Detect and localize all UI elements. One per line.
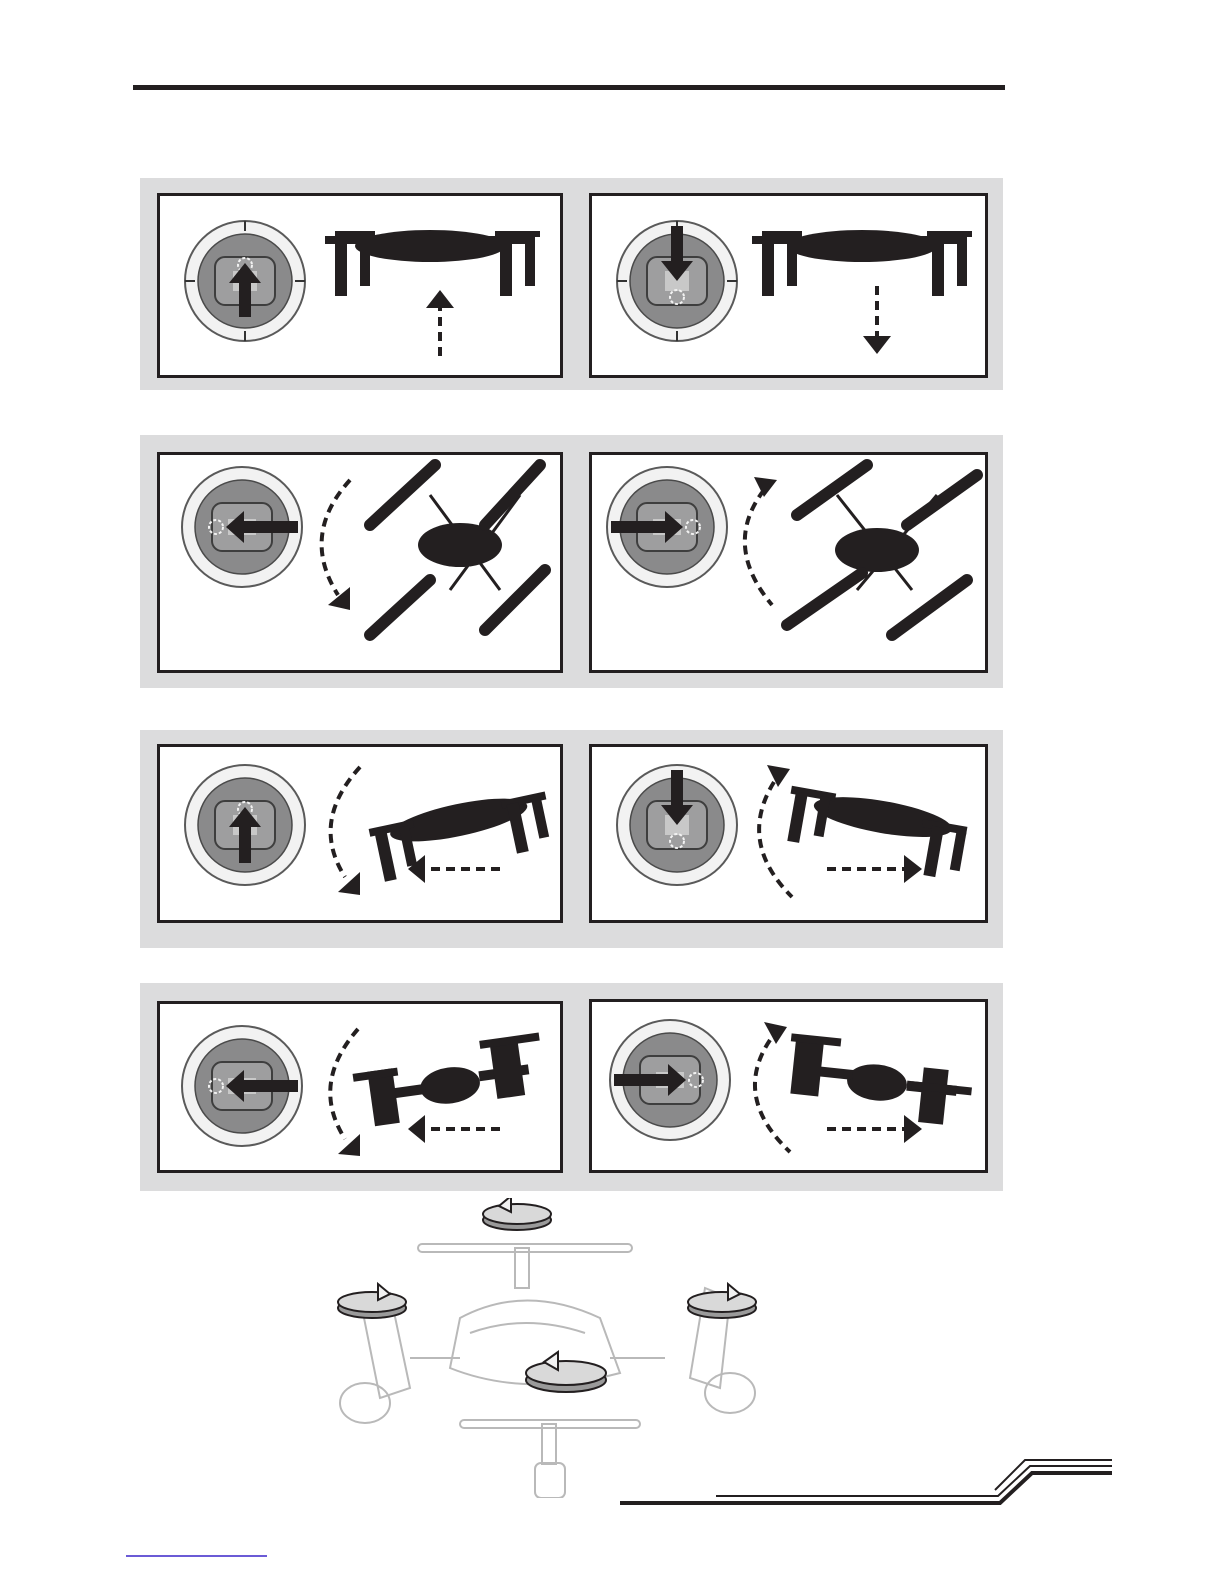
aileron-right-panel [589,999,988,1173]
throttle-up-panel [157,193,563,378]
header-rule [133,85,1005,90]
elevator-forward-illustration [160,747,566,926]
dashed-arrow-up-icon [426,290,454,356]
dashed-arc-cw-icon [759,765,792,897]
drone-top-icon [370,465,545,635]
dashed-arrow-left-icon [408,855,500,883]
dashed-arrow-left-icon [408,1115,500,1143]
rudder-right-panel [589,452,988,673]
elevator-backward-panel [589,744,988,923]
drone-front-tilted-icon [350,1033,548,1129]
drone-top-icon [787,465,977,635]
drone-side-tilted-icon [781,785,970,881]
dashed-arrow-right-icon [827,855,922,883]
footer-stepped-line [620,1440,1115,1510]
dashed-arc-ccw-icon [330,1029,360,1156]
elevator-backward-illustration [592,747,991,926]
rotation-arrow-icon [526,1352,606,1392]
rotation-arrow-icon [688,1284,756,1318]
throttle-down-panel [589,193,988,378]
dashed-arc-ccw-icon [331,767,360,895]
throttle-down-illustration [592,196,991,381]
aileron-left-panel [157,1001,563,1173]
dashed-arc-ccw-icon [322,480,350,610]
rotation-arrow-icon [483,1198,551,1230]
drone-side-icon [752,230,972,296]
throttle-up-illustration [160,196,566,381]
drone-side-icon [325,230,540,296]
drone-front-tilted-icon [784,1033,976,1127]
rotation-arrow-icon [338,1284,406,1318]
rudder-left-illustration [160,455,566,676]
footer-link-underline[interactable] [126,1555,267,1557]
dashed-arrow-down-icon [863,286,891,354]
rudder-right-illustration [592,455,991,676]
rudder-left-panel [157,452,563,673]
dashed-arrow-right-icon [827,1115,922,1143]
aileron-right-illustration [592,1002,991,1176]
elevator-forward-panel [157,744,563,923]
aileron-left-illustration [160,1004,566,1176]
dashed-arc-cw-icon [745,477,777,605]
dashed-arc-cw-icon [755,1022,790,1152]
